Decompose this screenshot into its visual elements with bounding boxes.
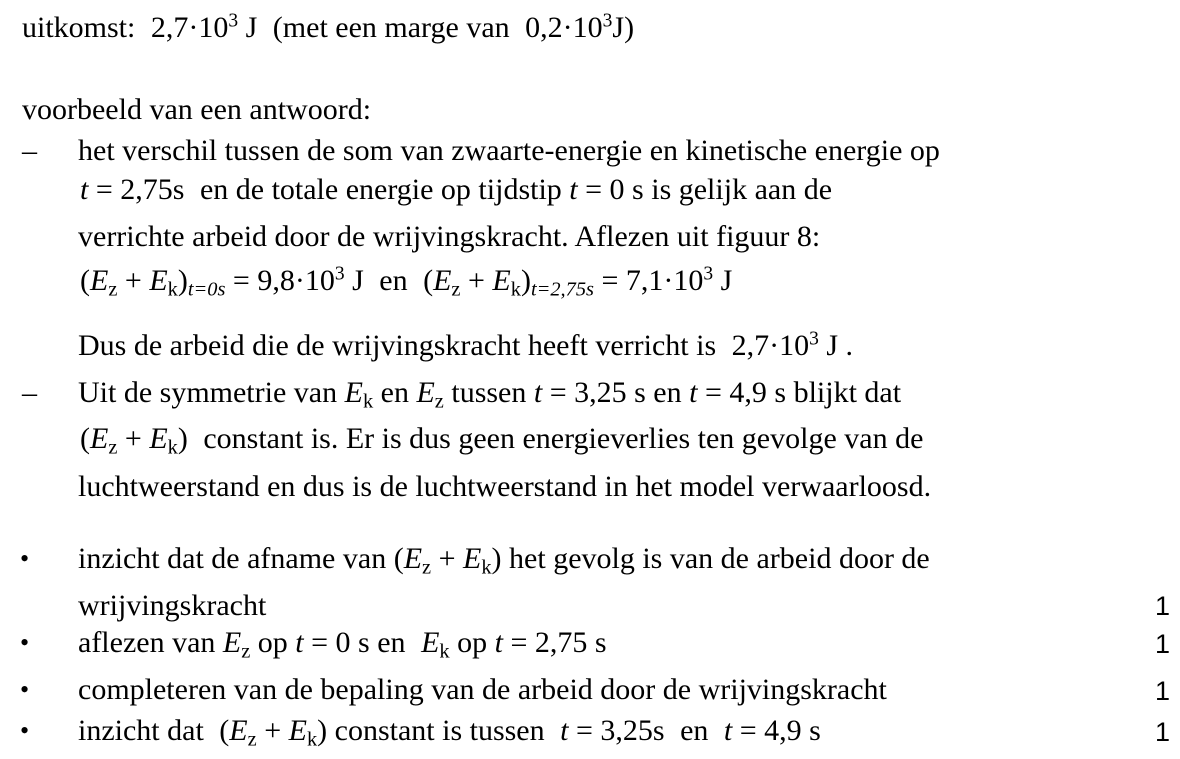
bullet-marker: • [20,544,30,573]
score-item-1-pre: inzicht dat de afname van [78,542,387,575]
p2-text-a: Uit de symmetrie van [78,376,338,409]
dash-marker: – [22,376,37,409]
sub-t275: t=2,75s [530,278,594,301]
paren-open: ( [423,264,434,297]
p2-text-d: = 3,25 s en [542,376,682,409]
p2-text-c: tussen [451,376,527,409]
outcome-unit: J [245,11,258,44]
p1-line2-mid: en de totale energie op tijdstip [199,173,562,206]
sub-k: k [306,728,318,751]
unit-t0: J [344,264,364,297]
sub-k: k [481,556,492,579]
conj-en: en [379,264,408,297]
score-points: 1 [1154,717,1170,747]
outcome-margin-exponent: 3 [602,10,613,32]
score-item-3: completeren van de bepaling van de arbeid door de wrijvingskracht [78,673,887,706]
sub-z: z [108,436,118,459]
sub-z: z [434,390,444,413]
var-t: t [533,376,543,409]
sub-k: k [439,640,450,663]
p2-text-e: = 4,9 s blijkt dat [697,376,902,409]
sub-k: k [510,278,521,301]
score-item-1-line1 [78,542,930,579]
plus-sign: + [256,714,289,747]
var-E: E [222,626,242,659]
paren-open: ( [219,714,230,747]
outcome-value: 2,7·10 [150,11,229,44]
var-t: t [560,714,569,747]
bullet-marker: • [20,675,30,704]
p1-line1: het verschil tussen de som van zwaarte-energie en kinetische energie op [78,134,940,167]
outcome-label: uitkomst: [22,11,136,44]
sub-z: z [241,640,251,663]
var-E: E [492,264,511,297]
var-E: E [229,714,248,747]
work-unit: J . [818,329,854,362]
var-E: E [288,714,307,747]
sub-k: k [362,390,374,413]
bullet-marker: • [20,716,30,745]
var-t: t [80,173,89,206]
paren-open: ( [80,422,90,455]
p2-line2 [80,422,924,459]
score-item-2-pre: aflezen van [78,626,216,659]
energy-value-t0: = 9,8·10 [225,264,335,297]
exp-t0: 3 [334,263,345,285]
score-item-2 [78,626,607,663]
score-item-1-post: het gevolg is van de arbeid door de [509,542,930,575]
dash-marker: – [22,134,37,167]
var-E: E [149,422,168,455]
score-item-2-t0: = 0 s en [303,626,406,659]
var-E: E [90,264,109,297]
var-t: t [295,626,304,659]
sub-z: z [247,728,257,751]
var-t: t [494,626,503,659]
score-item-4 [78,714,821,751]
p1-line5 [78,328,854,362]
p1-line5-text: Dus de arbeid die de wrijvingskracht heeft verricht is [78,329,717,362]
var-E: E [421,626,440,659]
paren-close: ) [177,264,188,297]
plus-sign: + [431,542,464,575]
p2-line2-text: constant is. Er is dus geen energieverlies ten gevolge van de [203,422,924,455]
paren-close: ) [317,714,328,747]
outcome-margin-close: J) [612,11,635,44]
sub-z: z [108,278,118,301]
var-E: E [90,422,109,455]
var-E: E [433,264,452,297]
conj-en: en [680,714,709,747]
sub-k: k [167,278,178,301]
bullet-marker: • [20,628,30,657]
score-item-2-t275: = 2,75 s [502,626,607,659]
p2-line1 [78,376,902,413]
plus-sign: + [117,422,150,455]
paren-close: ) [520,264,531,297]
p1-equations [80,263,733,301]
plus-sign: + [460,264,493,297]
var-E: E [463,542,482,575]
var-E: E [344,376,363,409]
p1-line2 [80,175,832,205]
outcome-margin-value: 0,2·10 [525,11,603,44]
score-item-4-pre: inzicht dat [78,714,204,747]
paren-open: ( [393,542,404,575]
var-t: t [723,714,733,747]
p2-text-b: en [380,376,409,409]
score-item-1-line2: wrijvingskracht [78,589,267,622]
score-item-2-op: op [457,626,488,659]
p2-line3: luchtweerstand en dus is de luchtweerstand in het model verwaarloosd. [78,470,932,503]
var-E: E [416,376,435,409]
paren-close: ) [491,542,502,575]
score-item-4-t325: = 3,25s [568,714,665,747]
score-item-4-mid: constant is tussen [334,714,545,747]
time-eq-0: = 0 s is gelijk aan de [577,173,833,206]
score-item-2-op: op [257,626,288,659]
unit-t275: J [713,264,733,297]
sub-z: z [451,278,461,301]
score-points: 1 [1154,591,1170,621]
exp-t275: 3 [703,263,714,285]
score-item-4-t49: = 4,9 s [732,714,821,747]
var-t: t [569,173,578,206]
sub-t0: t=0s [187,278,226,301]
p1-line3: verrichte arbeid door de wrijvingskracht. Aflezen uit figuur 8: [78,220,821,253]
var-E: E [149,264,168,297]
plus-sign: + [117,264,150,297]
outcome-line [22,10,635,44]
score-points: 1 [1154,629,1170,659]
work-exponent: 3 [809,328,819,350]
outcome-exponent: 3 [228,10,239,32]
score-points: 1 [1154,676,1170,706]
outcome-margin-open: (met een marge van [272,11,510,44]
energy-value-t275: = 7,1·10 [593,264,704,297]
sub-k: k [167,436,178,459]
var-t: t [689,376,698,409]
paren-close: ) [177,422,188,455]
paren-open: ( [80,264,90,297]
work-value: 2,7·10 [731,329,810,362]
var-E: E [403,542,423,575]
time-eq-275: = 2,75s [88,173,185,206]
example-heading: voorbeeld van een antwoord: [22,93,372,126]
sub-z: z [422,556,432,579]
